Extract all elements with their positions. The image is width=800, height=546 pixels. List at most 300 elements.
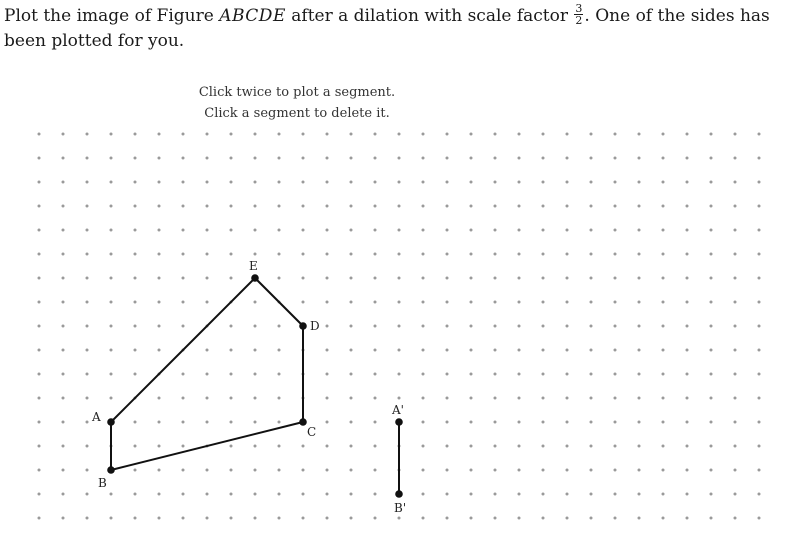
grid-dot[interactable] [350, 517, 353, 520]
grid-dot[interactable] [278, 277, 281, 280]
grid-dot[interactable] [470, 157, 473, 160]
grid-dot[interactable] [62, 493, 65, 496]
grid-dot[interactable] [494, 157, 497, 160]
grid-dot[interactable] [494, 277, 497, 280]
grid-dot[interactable] [158, 157, 161, 160]
grid-dot[interactable] [182, 301, 185, 304]
grid-dot[interactable] [326, 349, 329, 352]
grid-dot[interactable] [446, 205, 449, 208]
grid-dot[interactable] [734, 325, 737, 328]
grid-dot[interactable] [590, 349, 593, 352]
grid-dot[interactable] [38, 301, 41, 304]
grid-dot[interactable] [590, 445, 593, 448]
grid-dot[interactable] [734, 181, 737, 184]
grid-dot[interactable] [590, 517, 593, 520]
grid-dot[interactable] [662, 133, 665, 136]
grid-dot[interactable] [182, 421, 185, 424]
grid-dot[interactable] [686, 469, 689, 472]
grid-dot[interactable] [446, 157, 449, 160]
grid-dot[interactable] [614, 517, 617, 520]
grid-dot[interactable] [206, 517, 209, 520]
grid-dot[interactable] [254, 373, 257, 376]
grid-dot[interactable] [542, 397, 545, 400]
grid-dot[interactable] [734, 277, 737, 280]
grid-dot[interactable] [302, 301, 305, 304]
figure-abcde-segment[interactable] [255, 278, 303, 326]
grid-dot[interactable] [422, 469, 425, 472]
grid-dot[interactable] [254, 253, 257, 256]
grid-dot[interactable] [158, 445, 161, 448]
grid-dot[interactable] [662, 229, 665, 232]
grid-dot[interactable] [638, 181, 641, 184]
dot-grid-board[interactable] [0, 120, 800, 546]
grid-dot[interactable] [734, 373, 737, 376]
grid-dot[interactable] [470, 229, 473, 232]
grid-dot[interactable] [710, 349, 713, 352]
grid-dot[interactable] [182, 277, 185, 280]
grid-dot[interactable] [614, 421, 617, 424]
vertex-point[interactable] [299, 418, 307, 426]
grid-dot[interactable] [758, 205, 761, 208]
grid-dot[interactable] [38, 181, 41, 184]
grid-dot[interactable] [398, 181, 401, 184]
grid-dot[interactable] [158, 493, 161, 496]
grid-dot[interactable] [86, 445, 89, 448]
grid-dot[interactable] [230, 229, 233, 232]
grid-dot[interactable] [374, 277, 377, 280]
grid-dot[interactable] [758, 493, 761, 496]
grid-dot[interactable] [62, 373, 65, 376]
grid-dot[interactable] [614, 349, 617, 352]
grid-dot[interactable] [206, 181, 209, 184]
grid-dot[interactable] [350, 349, 353, 352]
grid-dot[interactable] [590, 181, 593, 184]
grid-dot[interactable] [590, 157, 593, 160]
grid-dot[interactable] [662, 205, 665, 208]
grid-dot[interactable] [230, 445, 233, 448]
grid-dot[interactable] [398, 301, 401, 304]
grid-dot[interactable] [518, 373, 521, 376]
grid-dot[interactable] [134, 157, 137, 160]
grid-dot[interactable] [758, 445, 761, 448]
grid-dot[interactable] [590, 325, 593, 328]
grid-dot[interactable] [614, 205, 617, 208]
grid-dot[interactable] [566, 253, 569, 256]
grid-dot[interactable] [134, 493, 137, 496]
grid-dot[interactable] [758, 397, 761, 400]
grid-dot[interactable] [182, 493, 185, 496]
grid-dot[interactable] [86, 469, 89, 472]
grid-dot[interactable] [686, 397, 689, 400]
grid-dot[interactable] [158, 229, 161, 232]
grid-dot[interactable] [686, 373, 689, 376]
grid-dot[interactable] [302, 517, 305, 520]
grid-dot[interactable] [110, 301, 113, 304]
grid-dot[interactable] [38, 325, 41, 328]
grid-dot[interactable] [38, 397, 41, 400]
grid-dot[interactable] [374, 445, 377, 448]
grid-dot[interactable] [158, 301, 161, 304]
grid-dot[interactable] [446, 469, 449, 472]
grid-dot[interactable] [566, 205, 569, 208]
grid-dot[interactable] [422, 229, 425, 232]
grid-dot[interactable] [518, 253, 521, 256]
grid-dot[interactable] [518, 205, 521, 208]
grid-dot[interactable] [350, 373, 353, 376]
grid-dot[interactable] [374, 373, 377, 376]
grid-dot[interactable] [662, 253, 665, 256]
grid-dot[interactable] [86, 517, 89, 520]
grid-dot[interactable] [278, 133, 281, 136]
grid-dot[interactable] [278, 493, 281, 496]
grid-dot[interactable] [326, 325, 329, 328]
grid-dot[interactable] [662, 373, 665, 376]
grid-dot[interactable] [542, 133, 545, 136]
grid-dot[interactable] [518, 301, 521, 304]
grid-dot[interactable] [86, 253, 89, 256]
grid-dot[interactable] [638, 397, 641, 400]
grid-dot[interactable] [614, 373, 617, 376]
grid-dot[interactable] [206, 469, 209, 472]
grid-dot[interactable] [206, 229, 209, 232]
grid-dot[interactable] [110, 349, 113, 352]
grid-dot[interactable] [278, 517, 281, 520]
grid-dot[interactable] [710, 493, 713, 496]
grid-dot[interactable] [158, 349, 161, 352]
grid-dot[interactable] [158, 205, 161, 208]
grid-dot[interactable] [518, 133, 521, 136]
grid-dot[interactable] [590, 373, 593, 376]
grid-dot[interactable] [134, 517, 137, 520]
grid-dot[interactable] [158, 397, 161, 400]
grid-dot[interactable] [158, 253, 161, 256]
grid-dot[interactable] [614, 229, 617, 232]
grid-dot[interactable] [38, 157, 41, 160]
grid-dot[interactable] [86, 493, 89, 496]
grid-dot[interactable] [638, 349, 641, 352]
grid-dot[interactable] [110, 325, 113, 328]
grid-dot[interactable] [110, 277, 113, 280]
vertex-point[interactable] [395, 418, 403, 426]
grid-dot[interactable] [470, 133, 473, 136]
grid-dot[interactable] [230, 421, 233, 424]
grid-dot[interactable] [518, 397, 521, 400]
grid-dot[interactable] [182, 517, 185, 520]
vertex-point[interactable] [107, 418, 115, 426]
grid-dot[interactable] [590, 229, 593, 232]
grid-dot[interactable] [518, 157, 521, 160]
grid-dot[interactable] [686, 421, 689, 424]
grid-dot[interactable] [422, 325, 425, 328]
grid-dot[interactable] [230, 397, 233, 400]
grid-dot[interactable] [614, 277, 617, 280]
grid-dot[interactable] [470, 277, 473, 280]
vertex-point[interactable] [395, 490, 403, 498]
grid-dot[interactable] [662, 469, 665, 472]
grid-dot[interactable] [662, 421, 665, 424]
grid-dot[interactable] [590, 205, 593, 208]
grid-dot[interactable] [542, 301, 545, 304]
grid-dot[interactable] [422, 349, 425, 352]
grid-dot[interactable] [350, 253, 353, 256]
grid-dot[interactable] [734, 445, 737, 448]
grid-dot[interactable] [470, 421, 473, 424]
grid-dot[interactable] [62, 277, 65, 280]
grid-dot[interactable] [758, 469, 761, 472]
grid-dot[interactable] [86, 301, 89, 304]
grid-dot[interactable] [374, 181, 377, 184]
grid-dot[interactable] [662, 517, 665, 520]
grid-dot[interactable] [86, 133, 89, 136]
grid-dot[interactable] [494, 397, 497, 400]
grid-dot[interactable] [134, 325, 137, 328]
grid-dot[interactable] [182, 373, 185, 376]
grid-dot[interactable] [662, 277, 665, 280]
grid-dot[interactable] [686, 253, 689, 256]
grid-dot[interactable] [398, 157, 401, 160]
grid-dot[interactable] [758, 253, 761, 256]
grid-dot[interactable] [686, 301, 689, 304]
grid-dot[interactable] [614, 133, 617, 136]
grid-dot[interactable] [662, 157, 665, 160]
grid-dot[interactable] [686, 277, 689, 280]
grid-dot[interactable] [62, 421, 65, 424]
grid-dot[interactable] [446, 253, 449, 256]
grid-dot[interactable] [158, 325, 161, 328]
grid-dot[interactable] [110, 397, 113, 400]
grid-dot[interactable] [350, 133, 353, 136]
grid-dot[interactable] [422, 517, 425, 520]
grid-dot[interactable] [374, 205, 377, 208]
grid-dot[interactable] [710, 181, 713, 184]
grid-dot[interactable] [62, 301, 65, 304]
grid-dot[interactable] [518, 421, 521, 424]
grid-dot[interactable] [494, 229, 497, 232]
grid-dot[interactable] [590, 133, 593, 136]
grid-dot[interactable] [350, 421, 353, 424]
grid-dot[interactable] [734, 301, 737, 304]
grid-dot[interactable] [494, 253, 497, 256]
grid-dot[interactable] [374, 133, 377, 136]
grid-dot[interactable] [422, 277, 425, 280]
grid-dot[interactable] [206, 493, 209, 496]
grid-dot[interactable] [734, 229, 737, 232]
grid-dot[interactable] [326, 205, 329, 208]
grid-dot[interactable] [398, 253, 401, 256]
grid-dot[interactable] [710, 421, 713, 424]
grid-dot[interactable] [374, 397, 377, 400]
grid-dot[interactable] [278, 205, 281, 208]
grid-dot[interactable] [110, 133, 113, 136]
grid-dot[interactable] [350, 205, 353, 208]
grid-dot[interactable] [518, 325, 521, 328]
grid-dot[interactable] [254, 421, 257, 424]
grid-dot[interactable] [662, 349, 665, 352]
grid-dot[interactable] [446, 397, 449, 400]
grid-dot[interactable] [446, 493, 449, 496]
grid-dot[interactable] [254, 325, 257, 328]
grid-dot[interactable] [566, 517, 569, 520]
grid-dot[interactable] [566, 349, 569, 352]
grid-dot[interactable] [686, 229, 689, 232]
grid-dot[interactable] [158, 181, 161, 184]
grid-dot[interactable] [182, 181, 185, 184]
grid-dot[interactable] [278, 349, 281, 352]
grid-dot[interactable] [686, 445, 689, 448]
grid-dot[interactable] [422, 133, 425, 136]
grid-dot[interactable] [686, 205, 689, 208]
figure-abcde-segment[interactable] [111, 278, 255, 422]
grid-dot[interactable] [206, 373, 209, 376]
grid-dot[interactable] [494, 493, 497, 496]
grid-dot[interactable] [86, 373, 89, 376]
grid-dot[interactable] [398, 517, 401, 520]
grid-dot[interactable] [446, 301, 449, 304]
grid-dot[interactable] [758, 517, 761, 520]
grid-dot[interactable] [638, 421, 641, 424]
grid-dot[interactable] [758, 229, 761, 232]
grid-dot[interactable] [638, 517, 641, 520]
grid-dot[interactable] [302, 205, 305, 208]
grid-dot[interactable] [566, 397, 569, 400]
grid-dot[interactable] [662, 325, 665, 328]
grid-dot[interactable] [230, 349, 233, 352]
grid-dot[interactable] [494, 517, 497, 520]
grid-dot[interactable] [542, 157, 545, 160]
grid-dot[interactable] [422, 157, 425, 160]
grid-dot[interactable] [302, 181, 305, 184]
grid-dot[interactable] [182, 325, 185, 328]
grid-dot[interactable] [62, 469, 65, 472]
grid-dot[interactable] [62, 325, 65, 328]
grid-dot[interactable] [38, 373, 41, 376]
grid-dot[interactable] [542, 229, 545, 232]
grid-dot[interactable] [254, 493, 257, 496]
grid-dot[interactable] [638, 325, 641, 328]
grid-dot[interactable] [542, 253, 545, 256]
grid-dot[interactable] [230, 493, 233, 496]
grid-dot[interactable] [230, 517, 233, 520]
grid-dot[interactable] [398, 373, 401, 376]
grid-dot[interactable] [398, 133, 401, 136]
grid-dot[interactable] [566, 421, 569, 424]
grid-dot[interactable] [542, 493, 545, 496]
grid-dot[interactable] [38, 205, 41, 208]
grid-dot[interactable] [278, 157, 281, 160]
grid-dot[interactable] [86, 349, 89, 352]
grid-dot[interactable] [590, 397, 593, 400]
grid-dot[interactable] [494, 205, 497, 208]
grid-dot[interactable] [158, 517, 161, 520]
grid-dot[interactable] [134, 469, 137, 472]
grid-dot[interactable] [614, 253, 617, 256]
grid-dot[interactable] [62, 229, 65, 232]
grid-dot[interactable] [302, 229, 305, 232]
grid-dot[interactable] [638, 157, 641, 160]
grid-dot[interactable] [758, 349, 761, 352]
grid-dot[interactable] [302, 493, 305, 496]
figure-abcde-segment[interactable] [111, 422, 303, 470]
grid-dot[interactable] [446, 421, 449, 424]
grid-dot[interactable] [494, 301, 497, 304]
grid-dot[interactable] [542, 373, 545, 376]
grid-dot[interactable] [326, 517, 329, 520]
grid-dot[interactable] [38, 229, 41, 232]
grid-dot[interactable] [38, 421, 41, 424]
grid-dot[interactable] [542, 349, 545, 352]
grid-dot[interactable] [710, 469, 713, 472]
grid-dot[interactable] [278, 445, 281, 448]
grid-dot[interactable] [686, 133, 689, 136]
grid-dot[interactable] [206, 421, 209, 424]
grid-dot[interactable] [710, 325, 713, 328]
grid-dot[interactable] [494, 469, 497, 472]
grid-dot[interactable] [326, 397, 329, 400]
grid-dot[interactable] [542, 469, 545, 472]
grid-dot[interactable] [206, 301, 209, 304]
grid-dot[interactable] [686, 181, 689, 184]
grid-dot[interactable] [302, 157, 305, 160]
grid-dot[interactable] [614, 157, 617, 160]
grid-dot[interactable] [182, 253, 185, 256]
grid-dot[interactable] [302, 277, 305, 280]
grid-dot[interactable] [638, 493, 641, 496]
grid-dot[interactable] [518, 349, 521, 352]
grid-dot[interactable] [734, 157, 737, 160]
grid-dot[interactable] [590, 469, 593, 472]
vertex-point[interactable] [107, 466, 115, 474]
grid-dot[interactable] [182, 157, 185, 160]
grid-dot[interactable] [566, 157, 569, 160]
grid-dot[interactable] [278, 421, 281, 424]
grid-dot[interactable] [326, 445, 329, 448]
grid-dot[interactable] [326, 133, 329, 136]
grid-dot[interactable] [374, 253, 377, 256]
grid-dot[interactable] [158, 133, 161, 136]
grid-dot[interactable] [566, 373, 569, 376]
grid-dot[interactable] [254, 133, 257, 136]
grid-dot[interactable] [758, 325, 761, 328]
grid-dot[interactable] [254, 517, 257, 520]
grid-dot[interactable] [38, 277, 41, 280]
grid-dot[interactable] [518, 493, 521, 496]
grid-dot[interactable] [62, 253, 65, 256]
grid-dot[interactable] [254, 301, 257, 304]
grid-dot[interactable] [542, 517, 545, 520]
grid-dot[interactable] [326, 421, 329, 424]
grid-dot[interactable] [110, 205, 113, 208]
grid-dot[interactable] [230, 373, 233, 376]
grid-dot[interactable] [638, 133, 641, 136]
grid-dot[interactable] [710, 205, 713, 208]
grid-dot[interactable] [422, 301, 425, 304]
grid-dot[interactable] [374, 229, 377, 232]
grid-dot[interactable] [590, 493, 593, 496]
grid-dot[interactable] [470, 253, 473, 256]
grid-dot[interactable] [422, 493, 425, 496]
grid-dot[interactable] [326, 253, 329, 256]
grid-dot[interactable] [662, 493, 665, 496]
grid-dot[interactable] [62, 397, 65, 400]
grid-dot[interactable] [710, 277, 713, 280]
grid-dot[interactable] [470, 397, 473, 400]
grid-dot[interactable] [374, 517, 377, 520]
grid-dot[interactable] [614, 469, 617, 472]
grid-dot[interactable] [350, 301, 353, 304]
grid-dot[interactable] [470, 301, 473, 304]
grid-dot[interactable] [86, 229, 89, 232]
grid-dot[interactable] [446, 181, 449, 184]
